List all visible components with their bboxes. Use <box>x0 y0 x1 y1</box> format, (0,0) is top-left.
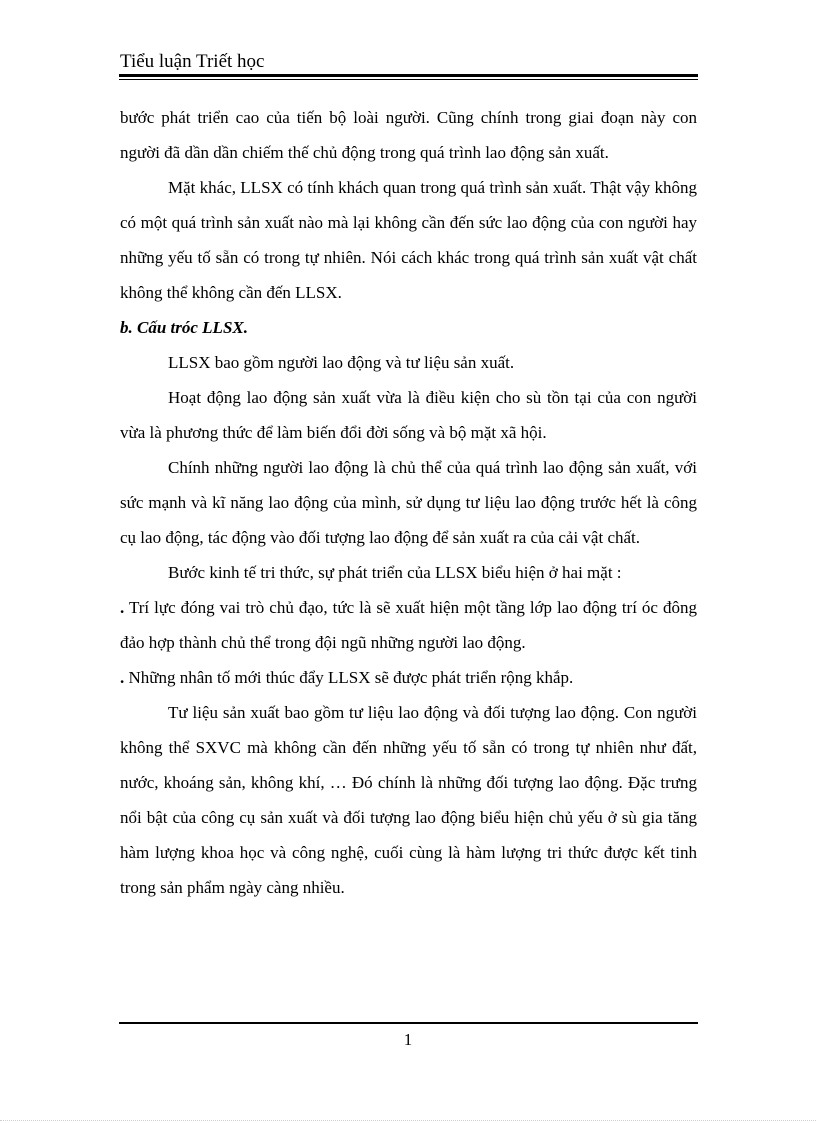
bullet-text: Những nhân tố mới thúc đẩy LLSX sẽ được phát triển rộng khắp. <box>128 668 574 687</box>
bullet-item <box>120 660 697 695</box>
bullet-text: Trí lực đóng vai trò chủ đạo, tức là sẽ xuất hiện một tầng lớp lao động trí óc đông đảo hợp thành chủ thể trong đội ngũ những người lao động. <box>120 598 697 652</box>
paragraph: Bước kinh tế tri thức, sự phát triển của LLSX biểu hiện ở hai mặt : <box>168 563 622 582</box>
paragraph: Chính những người lao động là chủ thể của quá trình lao động sản xuất, với sức mạnh và kĩ năng lao động của mình, sử dụng tư liệu lao động trước hết là công cụ lao động, tác động vào đối tượng lao động để sản xuất ra của cải vật chất. <box>120 458 697 547</box>
paragraph: LLSX bao gồm người lao động và tư liệu sản xuất. <box>168 353 515 372</box>
bullet-item <box>120 590 697 660</box>
paragraph: Mặt khác, LLSX có tính khách quan trong quá trình sản xuất. Thật vậy không có một quá trình sản xuất nào mà lại không cần đến sức lao động của con người hay những yếu tố sẵn có trong tự nhiên. Nói cách khác trong quá trình sản xuất vật chất không thể không cần đến LLSX. <box>120 178 697 302</box>
bullet-mark: . <box>120 668 125 687</box>
bullet-mark: . <box>120 598 125 617</box>
section-heading: b. Cấu tróc LLSX. <box>120 318 248 337</box>
paragraph: bước phát triển cao của tiến bộ loài người. Cũng chính trong giai đoạn này con người đã dần dần chiếm thế chủ động trong quá trình lao động sản xuất. <box>120 108 697 162</box>
header-divider <box>119 74 698 77</box>
document-body <box>120 100 697 905</box>
page-header-title: Tiểu luận Triết học <box>120 51 265 72</box>
page-number: 1 <box>403 1030 413 1049</box>
footer-divider <box>119 1022 698 1024</box>
paragraph: Tư liệu sản xuất bao gồm tư liệu lao động và đối tượng lao động. Con người không thể SXVC mà không cần đến những yếu tố sẵn có trong tự nhiên như đất, nước, khoáng sản, không khí, … Đó chính là những đối tượng lao động. Đặc trưng nổi bật của công cụ sản xuất và đối tượng lao động biểu hiện chủ yếu ở sù gia tăng hàm lượng khoa học và công nghệ, cuối cùng là hàm lượng tri thức được kết tinh trong sản phẩm ngày càng nhiều. <box>120 703 697 897</box>
header-divider-thin <box>119 79 698 80</box>
paragraph: Hoạt động lao động sản xuất vừa là điều kiện cho sù tồn tại của con người vừa là phương thức để làm biến đổi đời sống và bộ mặt xã hội. <box>120 388 697 442</box>
page-edge <box>0 1120 816 1121</box>
